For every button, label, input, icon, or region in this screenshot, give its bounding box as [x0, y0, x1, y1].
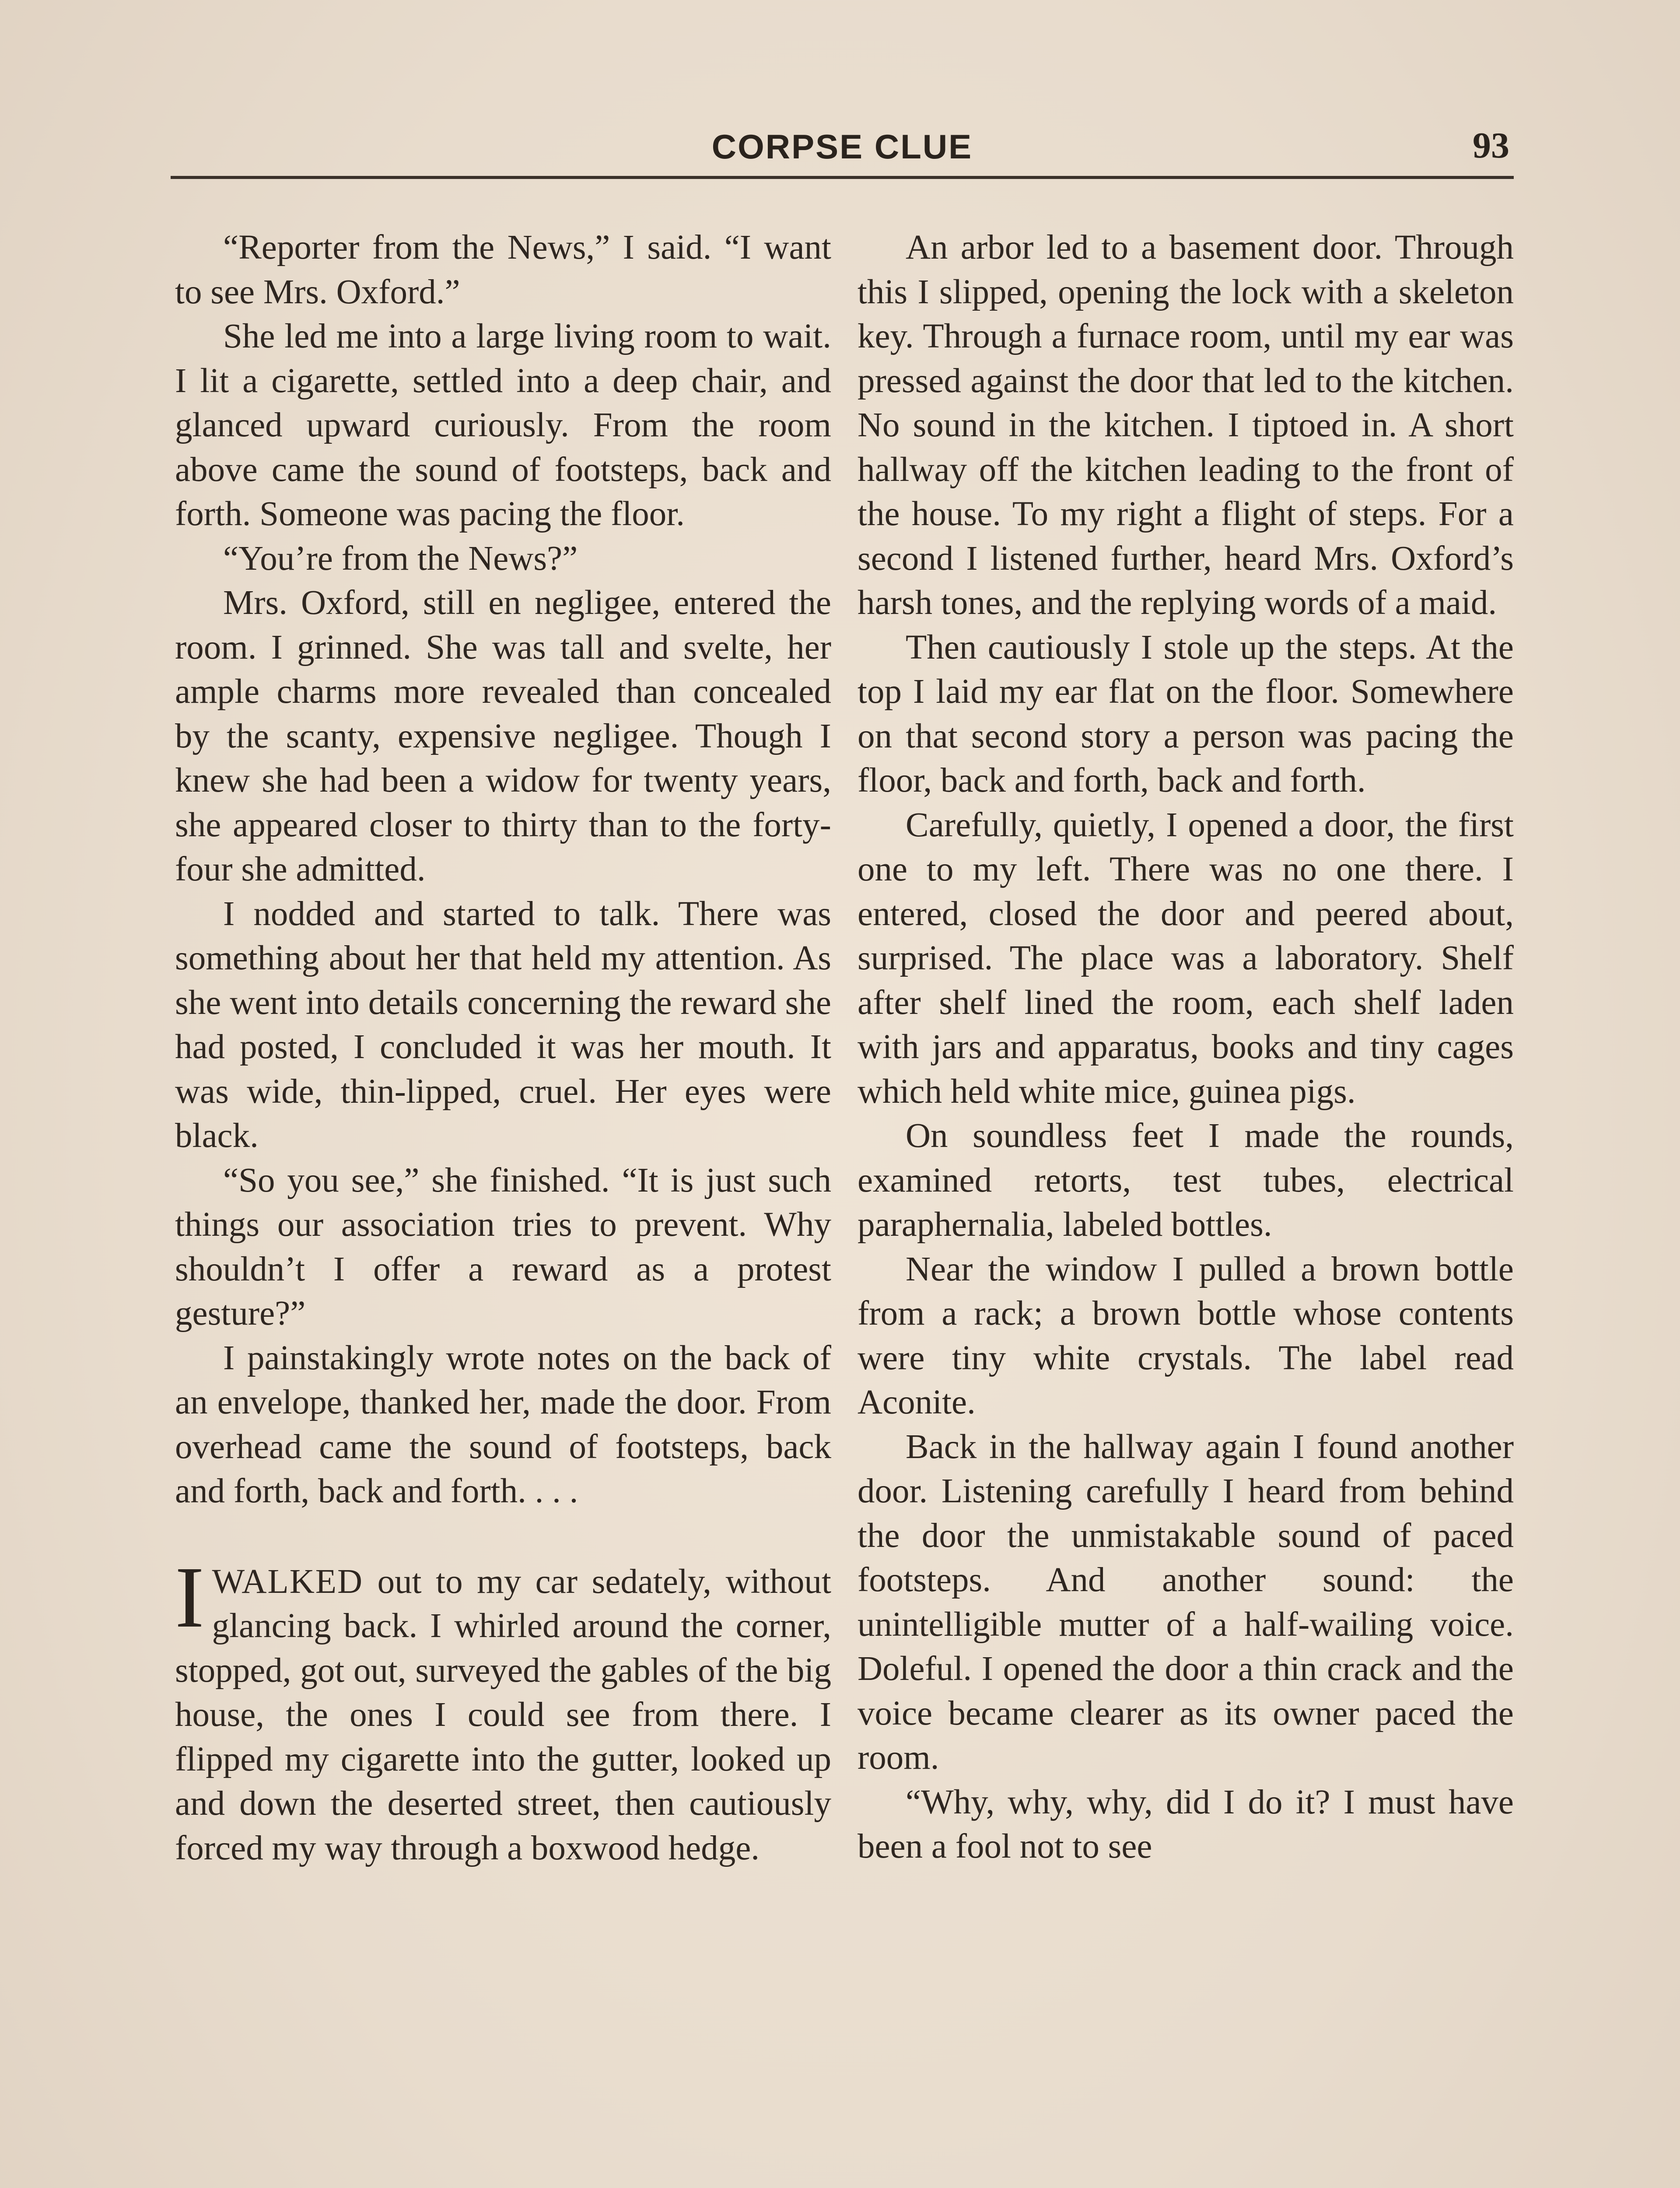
paragraph: I painstakingly wrote notes on the back of an envelope, thanked her, made the door. From overhead came the sound of footsteps, back and forth, back and forth. . . . — [175, 1339, 831, 1510]
paragraph: “So you see,” she finished. “It is just such things our association tries to prevent. Why shouldn’t I offer a reward as a protest gesture?” — [175, 1161, 831, 1332]
paragraph: Near the window I pulled a brown bottle from a rack; a brown bottle whose contents were tiny white crystals. The label read Aconite. — [858, 1250, 1514, 1421]
paragraph: Carefully, quietly, I opened a door, the first one to my left. There was no one there. I entered, closed the door and peered about, surprised. The place was a laboratory. Shelf after shelf lined the room, each shelf laden with jars and apparatus, books and tiny cages which held white mice, guinea pigs. — [858, 806, 1514, 1111]
paragraph: She led me into a large living room to wait. I lit a cigarette, settled into a deep chair, and glanced upward curiously. From the room above came the sound of footsteps, back and forth. Someone was pacing the floor. — [175, 317, 831, 533]
paragraph: “Reporter from the News,” I said. “I want to see Mrs. Oxford.” — [175, 228, 831, 311]
paragraph: Mrs. Oxford, still en negligee, entered the room. I grinned. She was tall and svelte, her ample charms more revealed than concealed by the scanty, expensive negligee. Though I knew she had been a widow for twenty years, she appeared closer to thirty than to the forty-four she admitted. — [175, 584, 831, 888]
paragraph: “Why, why, why, did I do it? I must have been a fool not to see — [858, 1783, 1514, 1865]
paragraph: An arbor led to a basement door. Through this I slipped, opening the lock with a skeleton key. Through a furnace room, until my ear was pressed against the door that led to the kitchen. No sound in the kitchen. I tiptoed in. A short hallway off the kitchen leading to the front of the house. To my right a flight of steps. For a second I listened further, heard Mrs. Oxford’s harsh tones, and the replying words of a maid. — [858, 228, 1514, 622]
paragraph: Back in the hallway again I found another door. Listening carefully I heard from behind the door the unmistakable sound of paced footsteps. And another sound: the unintelligible mutter of a half-wailing voice. Doleful. I opened the door a thin crack and the voice became clearer as its owner paced the room. — [858, 1427, 1514, 1777]
paragraph: Then cautiously I stole up the steps. At the top I laid my ear flat on the floor. Somewhere on that second story a person was pacing the floor, back and forth, back and forth. — [858, 628, 1514, 799]
paragraph: “You’re from the News?” — [223, 539, 578, 578]
paragraph-text: out to my car sedately, without glancing back. I whirled around the corner, stopped, got out, surveyed the gables of the big house, the ones I could see from there. I flipped my cigarette into the gutter, looked up and down the deserted street, then cautiously forced my way through a boxwood hedge. — [175, 1562, 831, 1867]
opening-caps: WALKED — [212, 1562, 364, 1601]
header-rule — [171, 176, 1514, 179]
paragraph: I nodded and started to talk. There was something about her that held my attention. As she went into details concerning the reward she had posted, I concluded it was her mouth. It was wide, thin-lipped, cruel. Her eyes were black. — [175, 894, 831, 1155]
right-column — [858, 225, 1514, 1869]
page-number: 93 — [1473, 125, 1509, 166]
left-column — [175, 225, 831, 1870]
paragraph: On soundless feet I made the rounds, examined retorts, test tubes, electrical paraphernalia, labeled bottles. — [858, 1117, 1514, 1244]
page-header — [175, 127, 1509, 179]
section-opening-paragraph — [175, 1549, 831, 1871]
drop-cap: I — [175, 1549, 204, 1646]
running-head: CORPSE CLUE — [711, 127, 973, 166]
